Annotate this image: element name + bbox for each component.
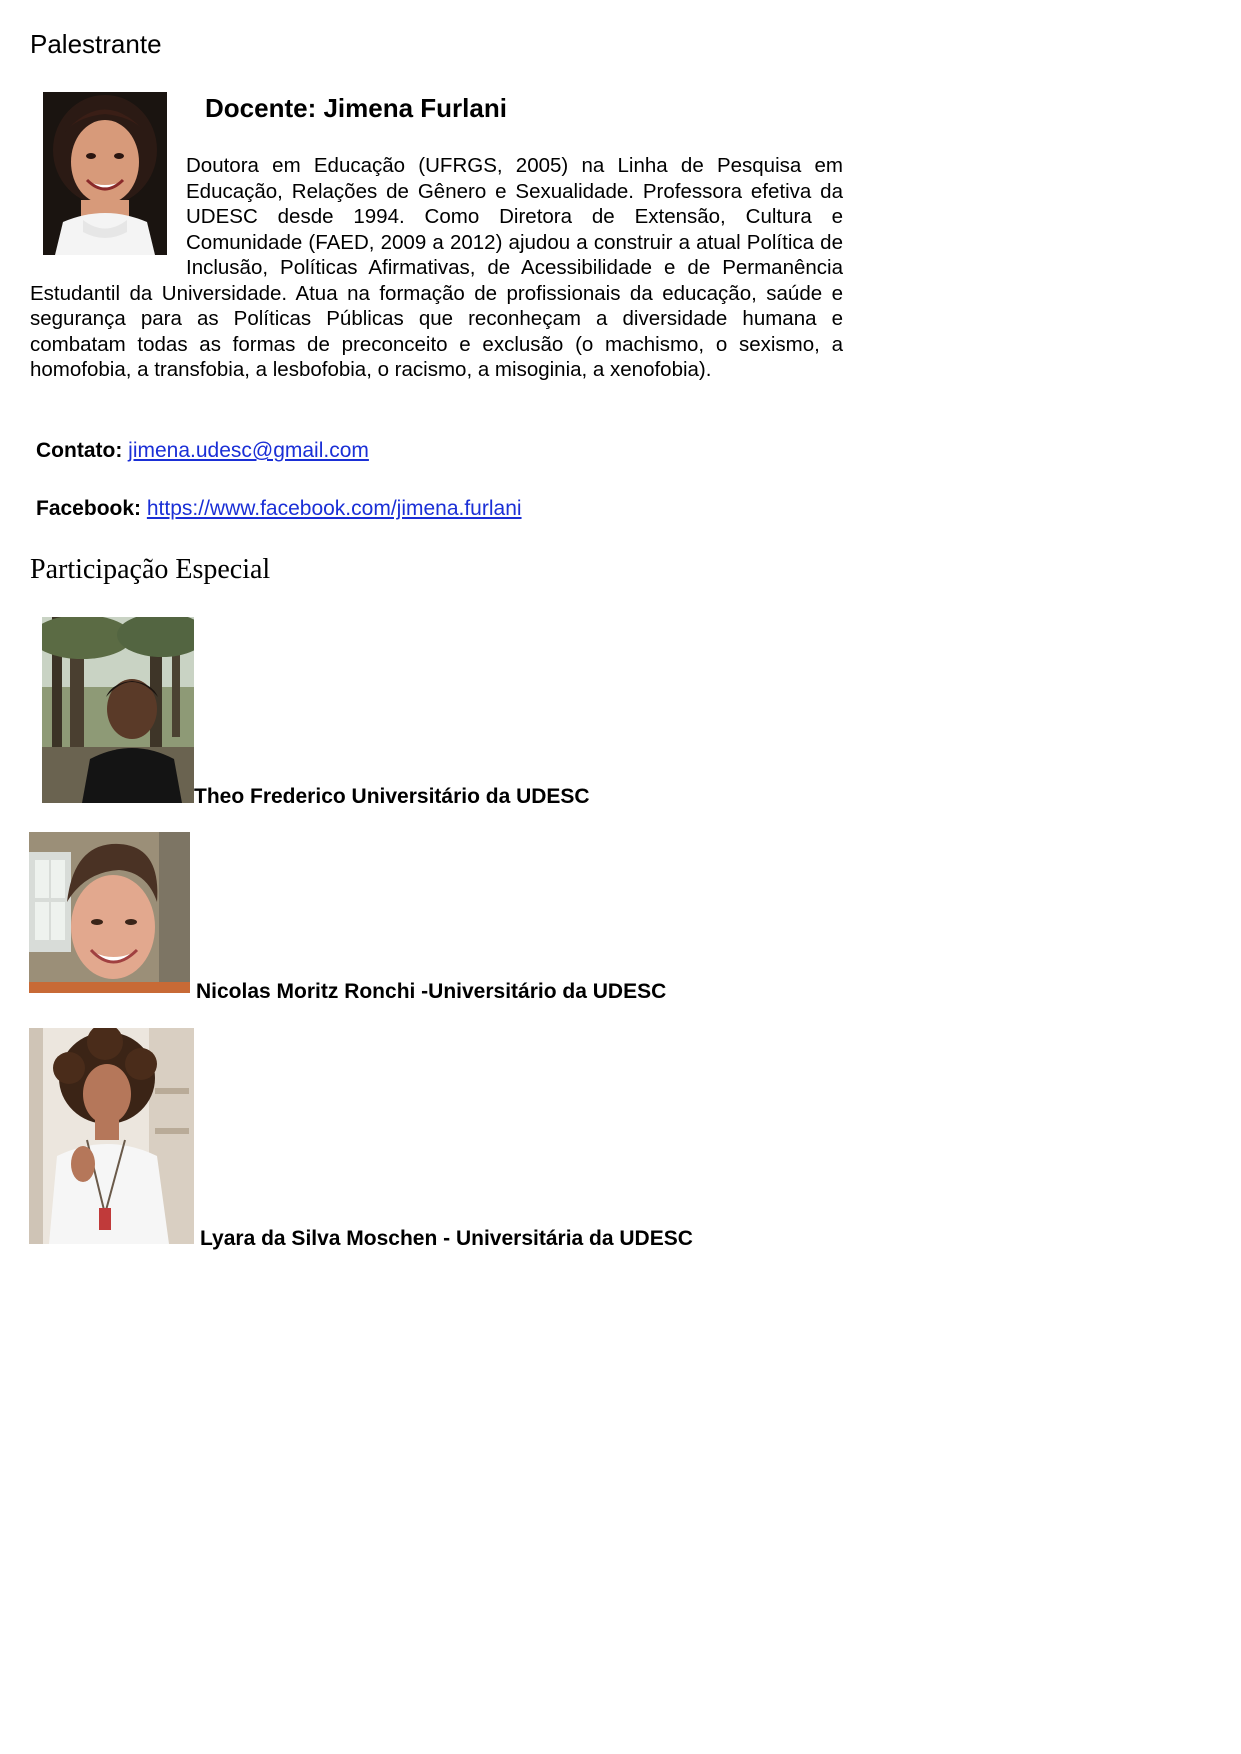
guest-photo-nicolas (29, 832, 190, 993)
guest-label-nicolas: Nicolas Moritz Ronchi -Universitário da UDESC (196, 980, 667, 1003)
speaker-name: Docente: Jimena Furlani (205, 93, 507, 123)
section-title-speaker: Palestrante (30, 29, 162, 59)
contact-row (36, 438, 369, 464)
contact-label: Contato: (36, 439, 123, 462)
contact-email-link[interactable]: jimena.udesc@gmail.com (128, 439, 369, 462)
guest-label-theo: Theo Frederico Universitário da UDESC (194, 785, 590, 808)
guest-photo-lyara (29, 1028, 194, 1244)
speaker-bio-text: Doutora em Educação (UFRGS, 2005) na Linha de Pesquisa em Educação, Relações de Gênero e Sexualidade. Professora efetiva da UDESC desde 1994. Como Diretora de Extensão, Cultura e Comunidade (FAED, 2009 a 2012) ajudou a construir a atual Política de Inclusão, Políticas Afirmativas, de Acessibilidade e de Permanência Estudantil da Universidade. Atua na formação de profissionais da educação, saúde e segurança para as Políticas Públicas que reconheçam a diversidade humana e combatam todas as formas de preconceito e exclusão (o machismo, o sexismo, a homofobia, a transfobia, a lesbofobia, o racismo, a misoginia, a xenofobia). (30, 154, 843, 381)
facebook-label: Facebook: (36, 497, 142, 520)
section-title-special: Participação Especial (30, 554, 271, 585)
speaker-bio (30, 153, 843, 383)
guest-photo-theo (42, 617, 194, 803)
guest-label-lyara: Lyara da Silva Moschen - Universitária da UDESC (200, 1227, 693, 1250)
facebook-row (36, 496, 522, 522)
facebook-link[interactable]: https://www.facebook.com/jimena.furlani (146, 497, 522, 520)
